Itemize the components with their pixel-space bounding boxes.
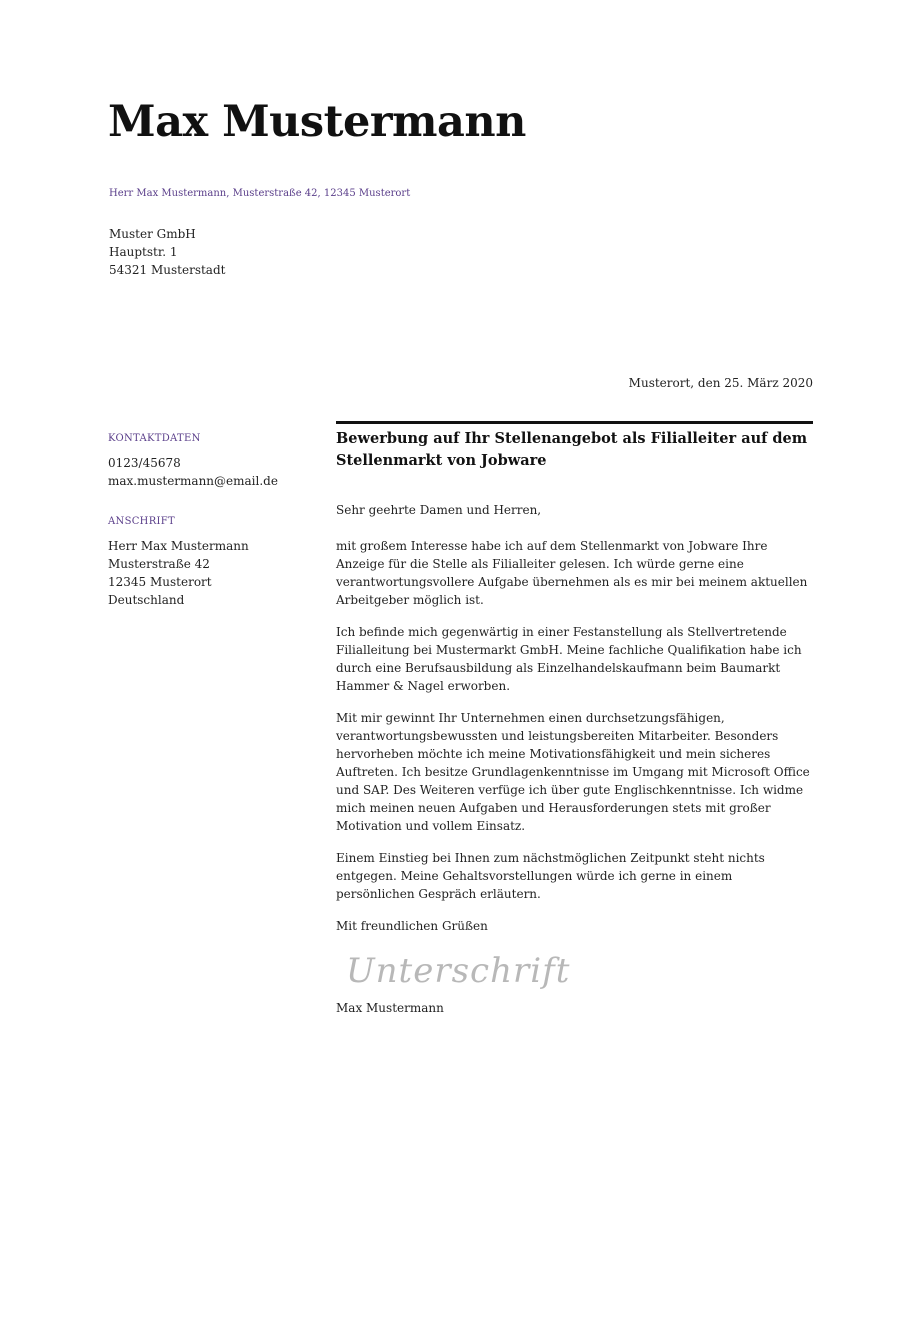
recipient-address <box>109 225 225 279</box>
recipient-city: 54321 Musterstadt <box>109 263 226 277</box>
sidebar <box>108 432 308 609</box>
subject-divider <box>336 421 813 424</box>
address-name: Herr Max Mustermann <box>108 539 249 553</box>
contact-details <box>108 454 308 490</box>
contact-email: max.mustermann@email.de <box>108 474 278 488</box>
salutation: Sehr geehrte Damen und Herren, <box>336 503 542 517</box>
paragraph: Einem Einstieg bei Ihnen zum nächstmöglichen Zeitpunkt steht nichts entgegen. Meine Gehaltsvorstellungen würde ich gerne in einem persönlichen Gespräch erläutern. <box>336 851 765 901</box>
address-section <box>108 515 308 609</box>
letter-body <box>336 421 813 1017</box>
contact-section <box>108 432 308 490</box>
recipient-company: Muster GmbH <box>109 227 196 241</box>
address-city: 12345 Musterort <box>108 575 212 589</box>
recipient-street: Hauptstr. 1 <box>109 245 178 259</box>
contact-phone: 0123/45678 <box>108 456 181 470</box>
contact-heading: KONTAKTDATEN <box>108 433 201 444</box>
closing: Mit freundlichen Grüßen <box>336 919 488 933</box>
address-heading: ANSCHRIFT <box>108 516 175 527</box>
paragraph: Ich befinde mich gegenwärtig in einer Festanstellung als Stellvertretende Filialleitung bei Mustermarkt GmbH. Meine fachliche Qualifikation habe ich durch eine Berufsausbildung als Einzelhandelskaufmann beim Baumarkt Hammer & Nagel erworben. <box>336 625 802 693</box>
applicant-name: Max Mustermann <box>108 97 526 147</box>
paragraph: mit großem Interesse habe ich auf dem Stellenmarkt von Jobware Ihre Anzeige für die Stelle als Filialleiter gelesen. Ich würde gerne eine verantwortungsvollere Aufgabe übernehmen als es mir bei meinem aktuellen Arbeitgeber möglich ist. <box>336 539 808 607</box>
letter-subject: Bewerbung auf Ihr Stellenangebot als Filialleiter auf dem Stellenmarkt von Jobware <box>336 430 808 469</box>
letter-date: Musterort, den 25. März 2020 <box>628 376 813 390</box>
address-details <box>108 537 308 609</box>
signature-image: Unterschrift <box>346 951 571 991</box>
paragraph: Mit mir gewinnt Ihr Unternehmen einen durchsetzungsfähigen, verantwortungsbewussten und leistungsbereiten Mitarbeiter. Besonders hervorheben möchte ich meine Motivationsfähigkeit und mein sicheres Auftreten. Ich besitze Grundlagenkenntnisse im Umgang mit Microsoft Office und SAP. Des Weiteren verfüge ich über gute Englischkenntnisse. Ich widme mich meinen neuen Aufgaben und Herausforderungen stets mit großer Motivation und vollem Einsatz. <box>336 711 810 833</box>
address-street: Musterstraße 42 <box>108 557 210 571</box>
signer-name: Max Mustermann <box>336 1001 444 1015</box>
sender-return-address: Herr Max Mustermann, Musterstraße 42, 12345 Musterort <box>109 188 411 199</box>
address-country: Deutschland <box>108 593 185 607</box>
